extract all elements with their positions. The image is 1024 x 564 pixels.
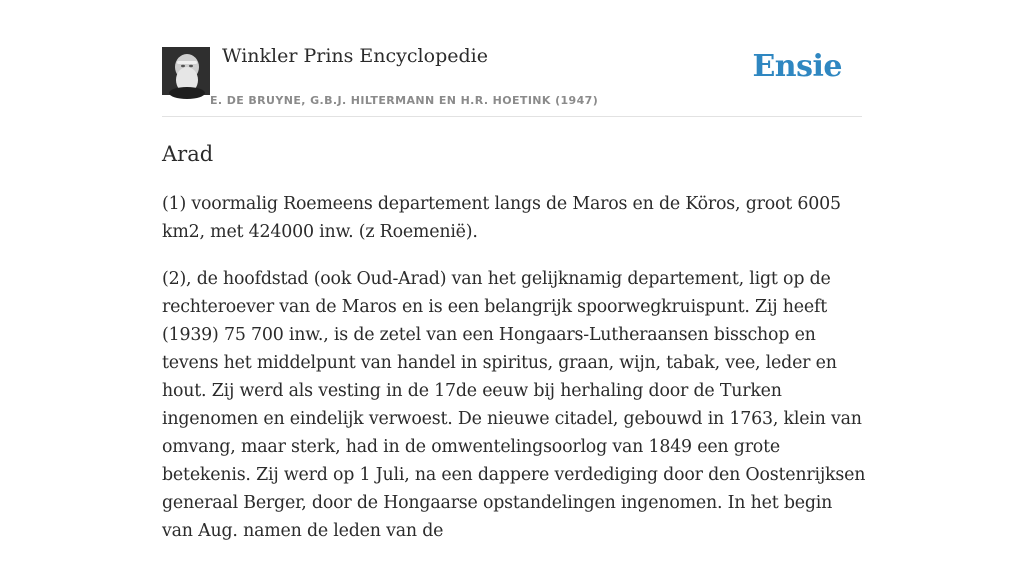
article-title: Arad [162,142,214,166]
article-paragraph: (1) voormalig Roemeens departement langs de Maros en de Köros, groot 6005 km2, met 424000 inw. (z Roemenië). [162,194,841,242]
encyclopedia-authors: E. DE BRUYNE, G.B.J. HILTERMANN EN H.R. HOETINK (1947) [210,94,599,107]
article-paragraph: (2), de hoofdstad (ook Oud-Arad) van het gelijknamig departement, ligt op de rechteroever van de Maros en is een belangrijk spoorwegkruispunt. Zij heeft (1939) 75 700 inw., is de zetel van een Hongaars-Lutheraansen bisschop en tevens het middelpunt van handel in spiritus, graan, wijn, tabak, vee, leder en hout. Zij werd als vesting in de 17de eeuw bij herhaling door de Turken ingenomen en eindelijk verwoest. De nieuwe citadel, gebouwd in 1763, klein van omvang, maar sterk, had in de omwentelingsoorlog van 1849 een grote betekenis. Zij werd op 1 Juli, na een dappere verdediging door den Oostenrijksen generaal Berger, door de Hongaarse opstandelingen ingenomen. In het begin van Aug. namen de leden van de [162,269,866,541]
page-header [162,44,862,117]
ensie-logo-link[interactable]: Ensie [752,49,842,84]
portrait-image [162,47,210,95]
encyclopedia-title[interactable]: Winkler Prins Encyclopedie [222,45,488,67]
author-avatar[interactable] [162,47,210,95]
article-content [162,138,868,564]
